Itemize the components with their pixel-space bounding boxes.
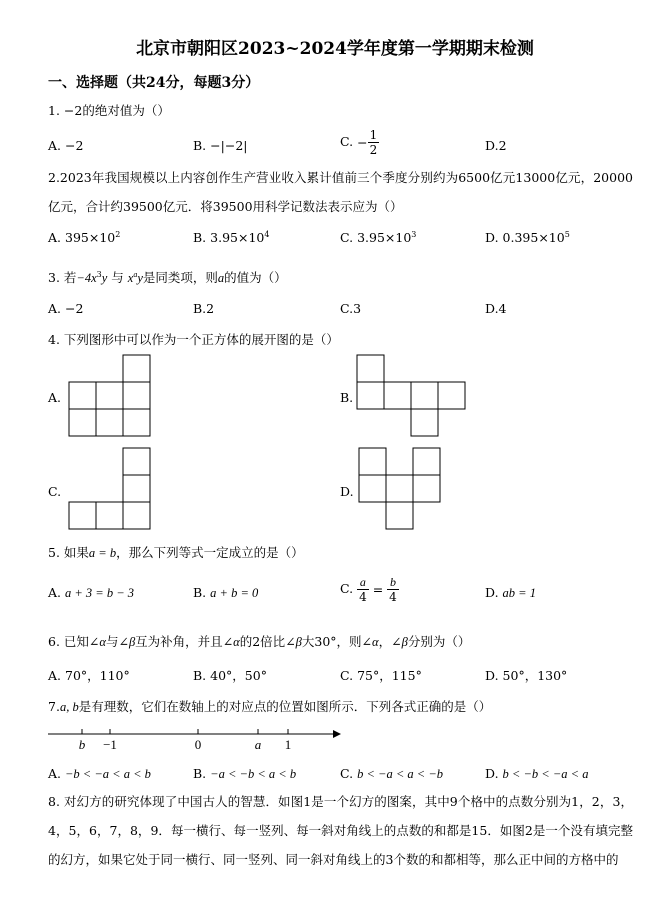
q3-option-c[interactable]: C.3 xyxy=(340,301,362,316)
q2-option-d[interactable]: D. $0.395\times 10^5$ xyxy=(485,230,570,246)
axis-label-neg1: −1 xyxy=(103,737,117,752)
q6-option-a[interactable]: A. 70°，110° xyxy=(48,668,130,683)
question-1-stem xyxy=(48,101,170,119)
q5-option-d[interactable]: D. ab = 1 xyxy=(485,585,536,600)
q7-option-d[interactable]: D. b < −b < −a < a xyxy=(485,766,589,781)
q4-option-c-net[interactable] xyxy=(64,447,154,533)
q5-option-a[interactable]: A. a + 3 = b − 3 xyxy=(48,585,135,600)
q2-option-b[interactable]: B. $3.95\times 10^4$ xyxy=(193,230,270,246)
question-4-stem: 4. 下列图形中可以作为一个正方体的展开图的是（） xyxy=(48,332,339,347)
q4-option-b-label[interactable]: B. xyxy=(340,390,354,405)
q3-option-d[interactable]: D.4 xyxy=(485,301,507,316)
arrow-right-icon xyxy=(333,730,341,738)
q1-option-b[interactable]: B. −|−2| xyxy=(193,138,248,153)
q2-option-a[interactable]: A. $395\times 10^2$ xyxy=(48,230,121,246)
question-8-stem: 8. 对幻方的研究体现了中国古人的智慧．如图1是一个幻方的图案，其中9个格中的点数分别为1，2，3，4，5，6，7，8，9．每一横行、每一竖列、每一斜对角线上的点数的和都是15．如图2是一个没有填完整的幻方，如果它处于同一横行、同一竖列、同一斜对角线上的3个数的和都相等，那么正中间的方格中的 xyxy=(48,794,633,867)
q5-option-b[interactable]: B. a + b = 0 xyxy=(193,585,259,600)
q3-option-a[interactable]: A. −2 xyxy=(48,301,84,316)
q4-option-c-label[interactable]: C. xyxy=(48,484,62,499)
q1-option-a[interactable]: A. −2 xyxy=(48,138,84,153)
q3-option-b[interactable]: B.2 xyxy=(193,301,215,316)
question-5-stem: 5. 如果a = b，那么下列等式一定成立的是（） xyxy=(48,545,304,560)
question-2-stem: 2.2023年我国规模以上内容创作生产营业收入累计值前三个季度分别约为6500亿元13000亿元，20000亿元，合计约39500亿元．将39500用科学记数法表示应为（） xyxy=(48,170,633,214)
q7-number-line xyxy=(45,722,345,756)
exam-title: 北京市朝阳区2023~2024学年度第一学期期末检测 xyxy=(136,39,534,59)
q6-option-c[interactable]: C. 75°，115° xyxy=(340,668,422,683)
q1-value: −2 xyxy=(63,103,83,118)
q4-option-b-net[interactable] xyxy=(355,354,470,440)
axis-label-zero: 0 xyxy=(194,737,202,752)
q4-option-d-label[interactable]: D. xyxy=(340,484,354,499)
q1-text: 的绝对值为（） xyxy=(82,103,170,118)
q1-option-c[interactable]: C. − $\frac{1}{2}$ xyxy=(340,128,378,157)
q6-option-d[interactable]: D. 50°，130° xyxy=(485,668,568,683)
question-3-stem: 3. 若$-4x^3y$ 与 $x^ay$是同类项，则a的值为（） xyxy=(48,269,287,285)
question-6-stem: 6. 已知∠α与∠β互为补角，并且∠α的2倍比∠β大30°，则∠α，∠β分别为（） xyxy=(48,634,471,649)
q1-number: 1. xyxy=(48,103,60,118)
q7-option-c[interactable]: C. b < −a < a < −b xyxy=(340,766,444,781)
q1-c-fraction: $\frac{1}{2}$ xyxy=(369,128,378,157)
q4-option-a-net[interactable] xyxy=(64,354,154,440)
q6-option-b[interactable]: B. 40°，50° xyxy=(193,668,267,683)
q4-option-d-net[interactable] xyxy=(355,447,445,533)
q7-option-a[interactable]: A. −b < −a < a < b xyxy=(48,766,151,781)
section-heading: 一、选择题（共24分，每题3分） xyxy=(48,75,260,91)
q5-option-c[interactable]: C. $\frac{a}{4}$ = $\frac{b}{4}$ xyxy=(340,575,397,604)
axis-label-b: b xyxy=(78,737,86,752)
q4-option-a-label[interactable]: A. xyxy=(48,390,62,405)
axis-label-one: 1 xyxy=(284,737,292,752)
q1-option-d[interactable]: D.2 xyxy=(485,138,507,153)
q2-option-c[interactable]: C. $3.95\times 10^3$ xyxy=(340,230,417,246)
question-7-stem: 7.a, b是有理数，它们在数轴上的对应点的位置如图所示．下列各式正确的是（） xyxy=(48,699,492,714)
axis-label-a: a xyxy=(254,737,262,752)
q7-option-b[interactable]: B. −a < −b < a < b xyxy=(193,766,297,781)
